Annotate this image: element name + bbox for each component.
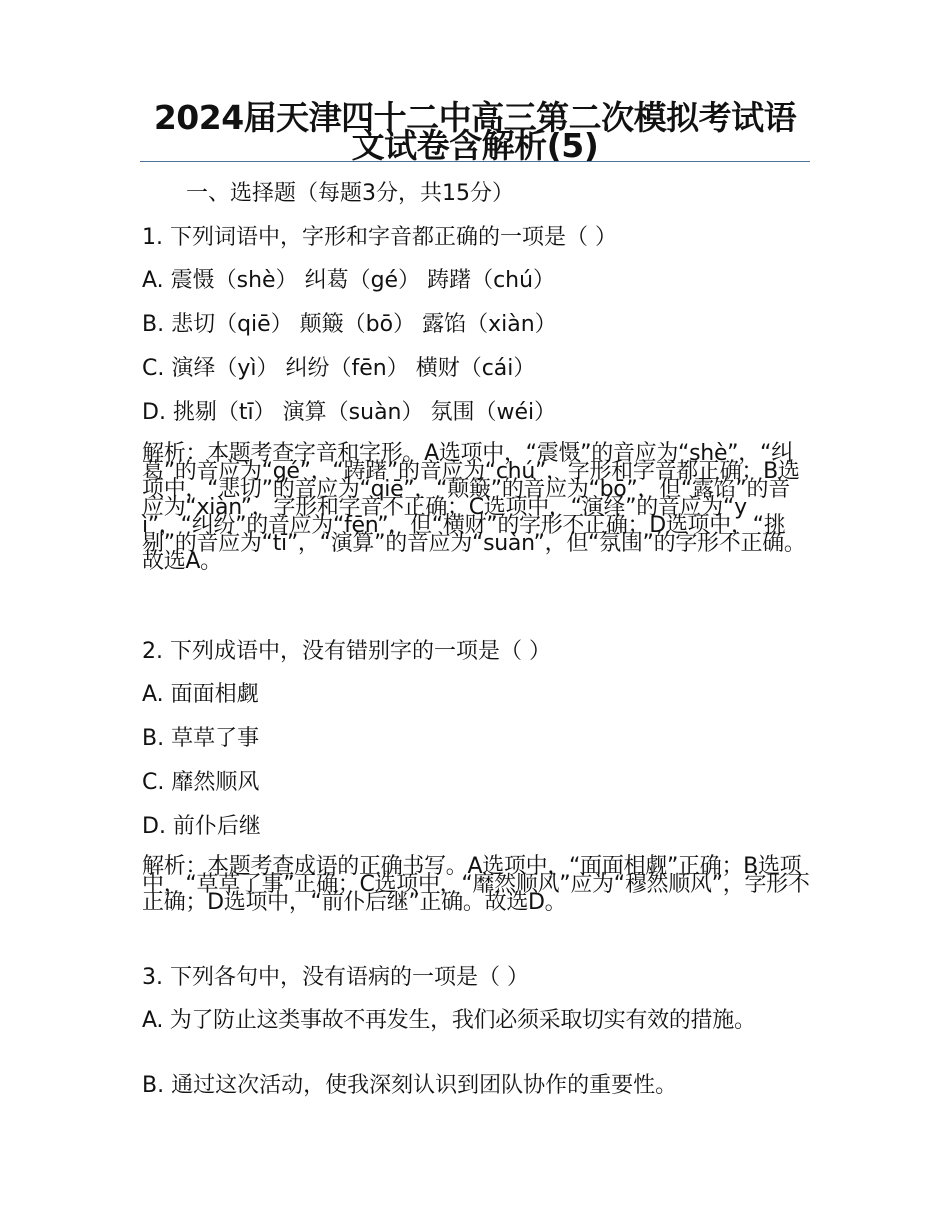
document-title: 2024届天津四十二中高三第二次模拟考试语文试卷含解析(5) (153, 98, 797, 165)
question-1-stem: 1. 下列词语中，字形和字音都正确的一项是（ ） (142, 225, 617, 250)
question-2-option-c: C. 靡然顺风 (142, 770, 260, 795)
question-2-option-d: D. 前仆后继 (142, 814, 261, 839)
question-3-stem: 3. 下列各句中，没有语病的一项是（ ） (142, 965, 529, 990)
question-2-option-b: B. 草草了事 (142, 726, 260, 751)
question-1-analysis: 解析：本题考查字音和字形。A选项中，“震慑”的音应为“shè”，“纠葛”的音应为“gé”，“踌躇”的音应为“chú”，字形和字音都正确；B选项中，“悲切”的音应为“qiē”，“颠簸”的音应为“bō”，但“露馅”的音应为“xiàn”，字形和字音不正确；C选项中，“演绎”的音应为“yì”，“纠纷”的音应为“fēn”，但“横财”的字形不正确；D选项中，“挑剔”的音应为“tī”，“演算”的音应为“suàn”，但“氛围”的字形不正确。故选A。 (142, 441, 806, 574)
question-3-option-b: B. 通过这次活动，使我深刻认识到团队协作的重要性。 (142, 1073, 678, 1098)
question-3-option-a: A. 为了防止这类事故不再发生，我们必须采取切实有效的措施。 (142, 1008, 756, 1033)
question-2-stem: 2. 下列成语中，没有错别字的一项是（ ） (142, 639, 551, 664)
question-1-option-b: B. 悲切（qiē） 颠簸（bō） 露馅（xiàn） (142, 312, 557, 337)
section-heading: 一、选择题（每题3分，共15分） (186, 181, 514, 206)
question-1-option-a: A. 震慑（shè） 纠葛（gé） 踌躇（chú） (142, 268, 556, 293)
question-2-option-a: A. 面面相觑 (142, 682, 259, 707)
question-1-option-c: C. 演绎（yì） 纠纷（fēn） 横财（cái） (142, 356, 536, 381)
question-1-option-d: D. 挑剔（tī） 演算（suàn） 氛围（wéi） (142, 400, 557, 425)
question-2-analysis: 解析：本题考查成语的正确书写。A选项中，“面面相觑”正确；B选项中，“草草了事”正确；C选项中，“靡然顺风”应为“穆然顺风”，字形不正确；D选项中，“前仆后继”正确。故选D。 (142, 854, 810, 915)
title-divider (140, 161, 810, 162)
